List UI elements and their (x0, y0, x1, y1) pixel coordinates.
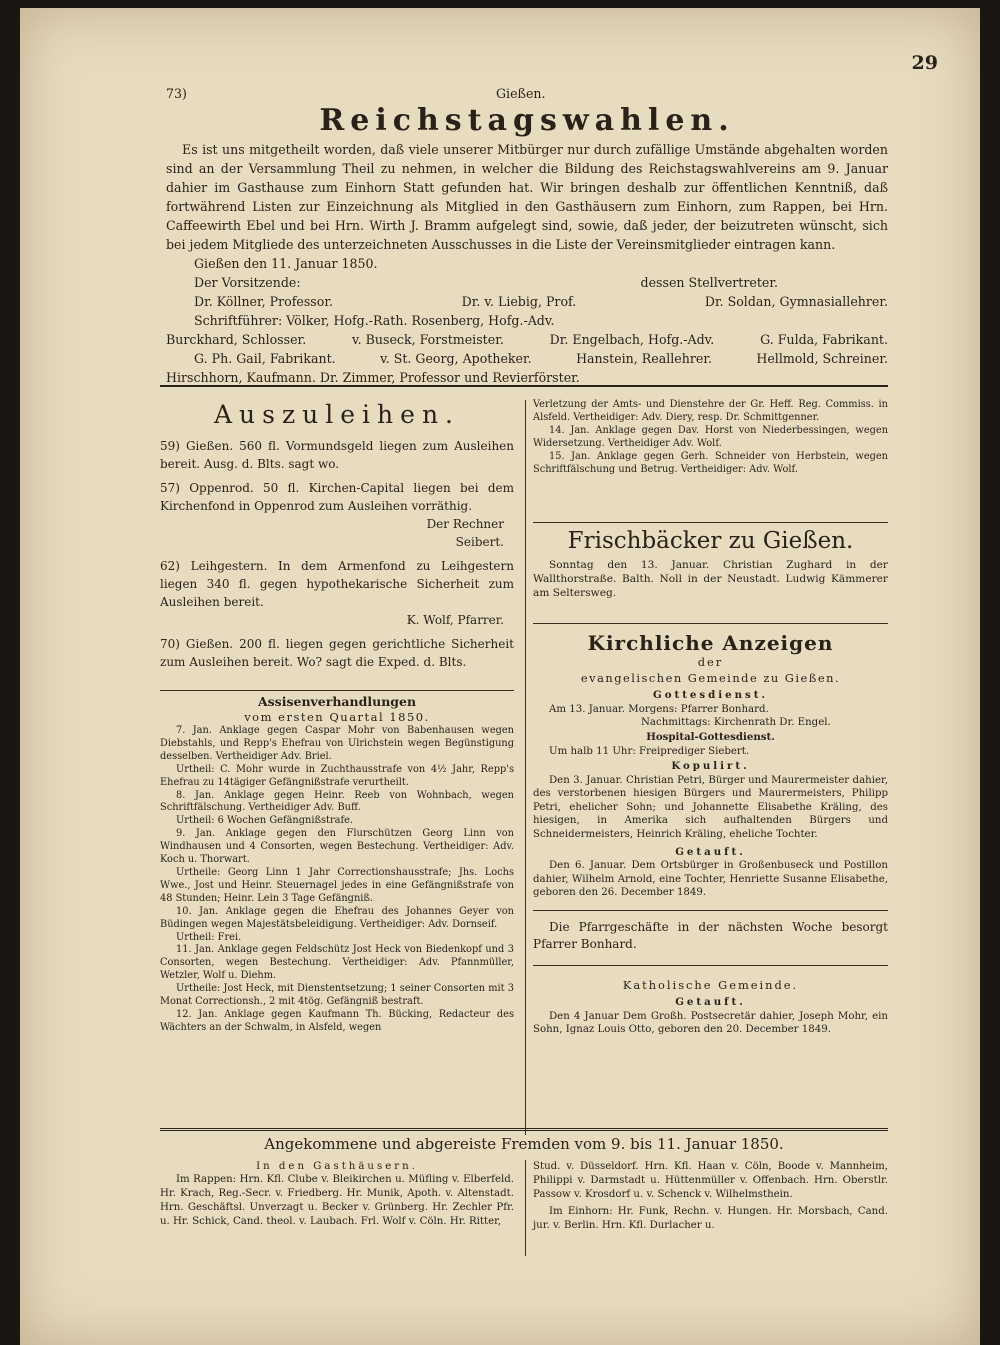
assisen-paragraph: Urtheile: Jost Heck, mit Dienstentsetzung; 1 seiner Consorten mit 3 Monat Correctionsh., 2 mit 4tög. Gefängniß bestraft. (160, 983, 514, 1008)
assisen-paragraph: Urtheil: C. Mohr wurde in Zuchthausstrafe von 4½ Jahr, Repp's Ehefrau zu 14tägiger Gefängnißstrafe verurtheilt. (160, 763, 514, 788)
assisen-paragraph: 15. Jan. Anklage gegen Gerh. Schneider von Herbstein, wegen Schriftfälschung und Betrug. Vertheidiger: Adv. Wolf. (533, 450, 888, 475)
getauft-heading: Getauft. (675, 845, 746, 858)
column-divider (525, 1160, 526, 1256)
secretary-line: Schriftführer: Völker, Hofg.-Rath. Rosenberg, Hofg.-Adv. (194, 313, 555, 328)
committee-names-last: Hirschhorn, Kaufmann. Dr. Zimmer, Professor und Revierförster. (166, 370, 580, 385)
fremde-sub: In den Gasthäusern. (256, 1161, 418, 1172)
frischbaecker-body: Sonntag den 13. Januar. Christian Zughard in der Wallthorstraße. Balth. Noll in der Neustadt. Ludwig Kämmerer am Seltersweg. (533, 559, 888, 599)
reichstag-date: Gießen den 11. Januar 1850. (194, 256, 378, 271)
assisen-paragraph: Urtheil: 6 Wochen Gefängnißstrafe. (176, 815, 354, 827)
frischbaecker-section (533, 528, 888, 600)
assisen-paragraph: 11. Jan. Anklage gegen Feldschütz Jost Heck von Biedenkopf und 3 Consorten, wegen Bestechung. Vertheidiger: Adv. Pfannmüller, Wetzler, Wolf u. Diehm. (160, 944, 514, 982)
kirchliche-sub: evangelischen Gemeinde zu Gießen. (580, 670, 841, 685)
notice-place: Gießen. (496, 86, 546, 101)
committee-name: Hanstein, Reallehrer. (576, 351, 712, 366)
loan-item: 70) Gießen. 200 fl. liegen gegen gerichtliche Sicherheit zum Ausleihen bereit. Wo? sagt die Exped. d. Blts. (160, 637, 514, 669)
gottesdienst-line: Am 13. Januar. Morgens: Pfarrer Bonhard. (549, 703, 769, 715)
column-divider (525, 400, 526, 1135)
assisen-title: Assisenverhandlungen (257, 694, 417, 709)
fremde-list: Im Rappen: Hrn. Kfl. Clube v. Bleikirchen u. Müfling v. Elberfeld. Hr. Krach, Reg.-Secr. v. Friedberg. Hr. Munik, Apoth. v. Altenstadt. Hrn. Geschäftsl. Unverzagt u. Becker v. Grünberg. Hr. Zechler Pfr. u. Hr. Schick, Cand. theol. v. Laubach. Frl. Wolf v. Cöln. Hr. Ritter, (160, 1174, 514, 1227)
hospital-heading: Hospital-Gottesdienst. (646, 731, 775, 744)
committee-name: Dr. Köllner, Professor. (194, 294, 333, 309)
kirchliche-sub: der (697, 655, 724, 669)
assisen-paragraph: 7. Jan. Anklage gegen Caspar Mohr von Babenhausen wegen Diebstahls, und Repp's Ehefrau von Ulrichstein wegen Begünstigung desselben. Vertheidiger Adv. Briel. (160, 725, 514, 762)
section-rule (160, 690, 514, 691)
assisen-paragraph: 12. Jan. Anklage gegen Kaufmann Th. Bücking, Redacteur des Wächters an der Schwalm, in Alsfeld, wegen (160, 1008, 514, 1033)
loan-signature: Seibert. (455, 535, 504, 549)
assisen-paragraph: 14. Jan. Anklage gegen Dav. Horst von Niederbessingen, wegen Widersetzung. Vertheidiger Adv. Wolf. (533, 424, 888, 449)
committee-name: v. Buseck, Forstmeister. (352, 332, 504, 347)
section-rule (160, 385, 888, 387)
newspaper-page (20, 8, 980, 1345)
committee-name: Hellmold, Schreiner. (756, 351, 888, 366)
fremde-list: Stud. v. Düsseldorf. Hrn. Kfl. Haan v. Cöln, Boode v. Mannheim, Philippi v. Darmstadt u. Hüttenmüller v. Offenbach. Hrn. Oberstlr. Passow v. Krosdorf u. v. Schenck v. Wilhelmsthein. (533, 1161, 888, 1200)
assisen-paragraph: 9. Jan. Anklage gegen den Flurschützen Georg Linn von Windhausen und 4 Consorten, wegen Bestechung. Vertheidiger: Adv. Koch u. Thorwart. (160, 828, 514, 866)
reichstag-body: Es ist uns mitgetheilt worden, daß viele unserer Mitbürger nur durch zufällige Umstände abgehalten worden sind an der Versammlung Theil zu nehmen, in welcher die Bildung des Reichstagswahlvereins am 9. Januar dahier im Gasthause zum Einhorn Statt gefunden hat. Wir bringen deshalb zur öffentlichen Kenntniß, daß fortwährend Listen zur Einzeichnung als Mitglied in den Gasthäusern zum Einhorn, zum Rappen, bei Hrn. Caffeewirth Ebel und bei Hrn. Wirth J. Bramm aufgelegt sind, sowie, daß jeder, der beizutreten wünscht, sich bei jedem Mitgliede des unterzeichneten Ausschusses in die Liste der Vereinsmitglieder eintragen kann. (166, 142, 888, 252)
fremde-section (160, 1134, 888, 1154)
assisen-paragraph: Verletzung der Amts- und Dienstehre der Gr. Heff. Reg. Commiss. in Alsfeld. Vertheidiger: Adv. Diery, resp. Dr. Schmittgenner. (533, 399, 888, 423)
committee-name: Dr. v. Liebig, Prof. (461, 294, 577, 309)
notice-number: 73) (166, 86, 187, 101)
kirchliche-section (533, 631, 888, 1037)
hospital-line: Um halb 11 Uhr: Freiprediger Siebert. (549, 745, 750, 757)
reichstag-section (166, 84, 888, 387)
loan-item: 57) Oppenrod. 50 fl. Kirchen-Capital liegen bei dem Kirchenfond in Oppenrod zum Ausleihen vorräthig. (160, 481, 514, 513)
section-rule (533, 623, 888, 624)
fremde-title: Angekommene und abgereiste Fremden vom 9. bis 11. Januar 1850. (264, 1135, 784, 1153)
section-rule (533, 522, 888, 523)
fremde-list: Im Einhorn: Hr. Funk, Rechn. v. Hungen. Hr. Morsbach, Cand. jur. v. Berlin. Hrn. Kfl. Durlacher u. (533, 1206, 888, 1232)
section-rule (533, 965, 888, 966)
section-rule (160, 1128, 888, 1131)
assisen-paragraph: 10. Jan. Anklage gegen die Ehefrau des Johannes Geyer von Büdingen wegen Majestätsbeleidigung. Vertheidiger: Adv. Dornseif. (160, 905, 514, 930)
assisen-paragraph: Urtheile: Georg Linn 1 Jahr Correctionshausstrafe; Jhs. Lochs Wwe., Jost und Heinr. Steuernagel jedes in eine Gefängnißstrafe von 48 Stunden; Heinr. Lein 3 Tage Gefängniß. (160, 866, 514, 904)
auszuleihen-title: Auszuleihen. (214, 400, 460, 429)
chair-label: Der Vorsitzende: (194, 275, 301, 290)
assisen-section (160, 694, 514, 1035)
loan-signature: K. Wolf, Pfarrer. (406, 613, 504, 627)
committee-name: G. Fulda, Fabrikant. (760, 332, 888, 347)
committee-name: Dr. Engelbach, Hofg.-Adv. (549, 332, 715, 347)
pfarr-note: Die Pfarrgeschäfte in der nächsten Woche besorgt Pfarrer Bonhard. (533, 919, 888, 951)
kath-heading: Katholische Gemeinde. (622, 977, 799, 992)
assisen-paragraph: 8. Jan. Anklage gegen Heinr. Reeb von Wohnbach, wegen Schriftfälschung. Vertheidiger Adv. Buff. (160, 789, 514, 814)
gottesdienst-heading: Gottesdienst. (653, 689, 768, 702)
loan-item: 62) Leihgestern. In dem Armenfond zu Leihgestern liegen 340 fl. gegen hypothekarische Sicherheit zum Ausleihen bereit. (160, 559, 514, 609)
getauft-body: Den 6. Januar. Dem Ortsbürger in Großenbuseck und Postillon dahier, Wilhelm Arnold, eine Tochter, Henriette Susanne Elisabethe, geboren den 26. December 1849. (533, 860, 888, 899)
page-number: 29 (911, 52, 938, 74)
gottesdienst-line: Nachmittags: Kirchenrath Dr. Engel. (641, 717, 831, 728)
kopuliert-heading: Kopulirt. (671, 760, 750, 773)
fremde-left (160, 1160, 514, 1229)
committee-name: G. Ph. Gail, Fabrikant. (194, 351, 336, 366)
deputy-label: dessen Stellvertreter. (640, 275, 778, 290)
auszuleihen-section (160, 400, 514, 671)
kath-getauft-heading: Getauft. (675, 996, 746, 1009)
section-rule (533, 910, 888, 911)
assisen-subtitle: vom ersten Quartal 1850. (244, 710, 430, 724)
committee-name: Dr. Soldan, Gymnasiallehrer. (704, 294, 888, 309)
committee-name: Burckhard, Schlosser. (166, 332, 307, 347)
assisen-continuation (533, 399, 888, 476)
frischbaecker-title: Frischbäcker zu Gießen. (567, 528, 854, 554)
kirchliche-title: Kirchliche Anzeigen (587, 631, 834, 655)
loan-signature: Der Rechner (426, 517, 504, 531)
reichstag-title: Reichstagswahlen. (319, 103, 735, 138)
kath-body: Den 4 Januar Dem Großh. Postsecretär dahier, Joseph Mohr, ein Sohn, Ignaz Louis Otto, geboren den 20. December 1849. (533, 1010, 888, 1036)
fremde-right (533, 1160, 888, 1233)
loan-item: 59) Gießen. 560 fl. Vormundsgeld liegen zum Ausleihen bereit. Ausg. d. Blts. sagt wo. (160, 439, 514, 471)
kopuliert-body: Den 3. Januar. Christian Petri, Bürger und Maurermeister dahier, des verstorbenen hiesigen Bürgers und Maurermeisters, Philipp Petri, ehelicher Sohn; und Johannette Elisabethe Kräling, des hiesigen, in Amerika sich aufhaltenden Bürgers und Schneidermeisters, Heinrich Kräling, eheliche Tochter. (533, 774, 888, 840)
committee-name: v. St. Georg, Apotheker. (380, 351, 532, 366)
assisen-paragraph: Urtheil: Frei. (176, 931, 242, 943)
